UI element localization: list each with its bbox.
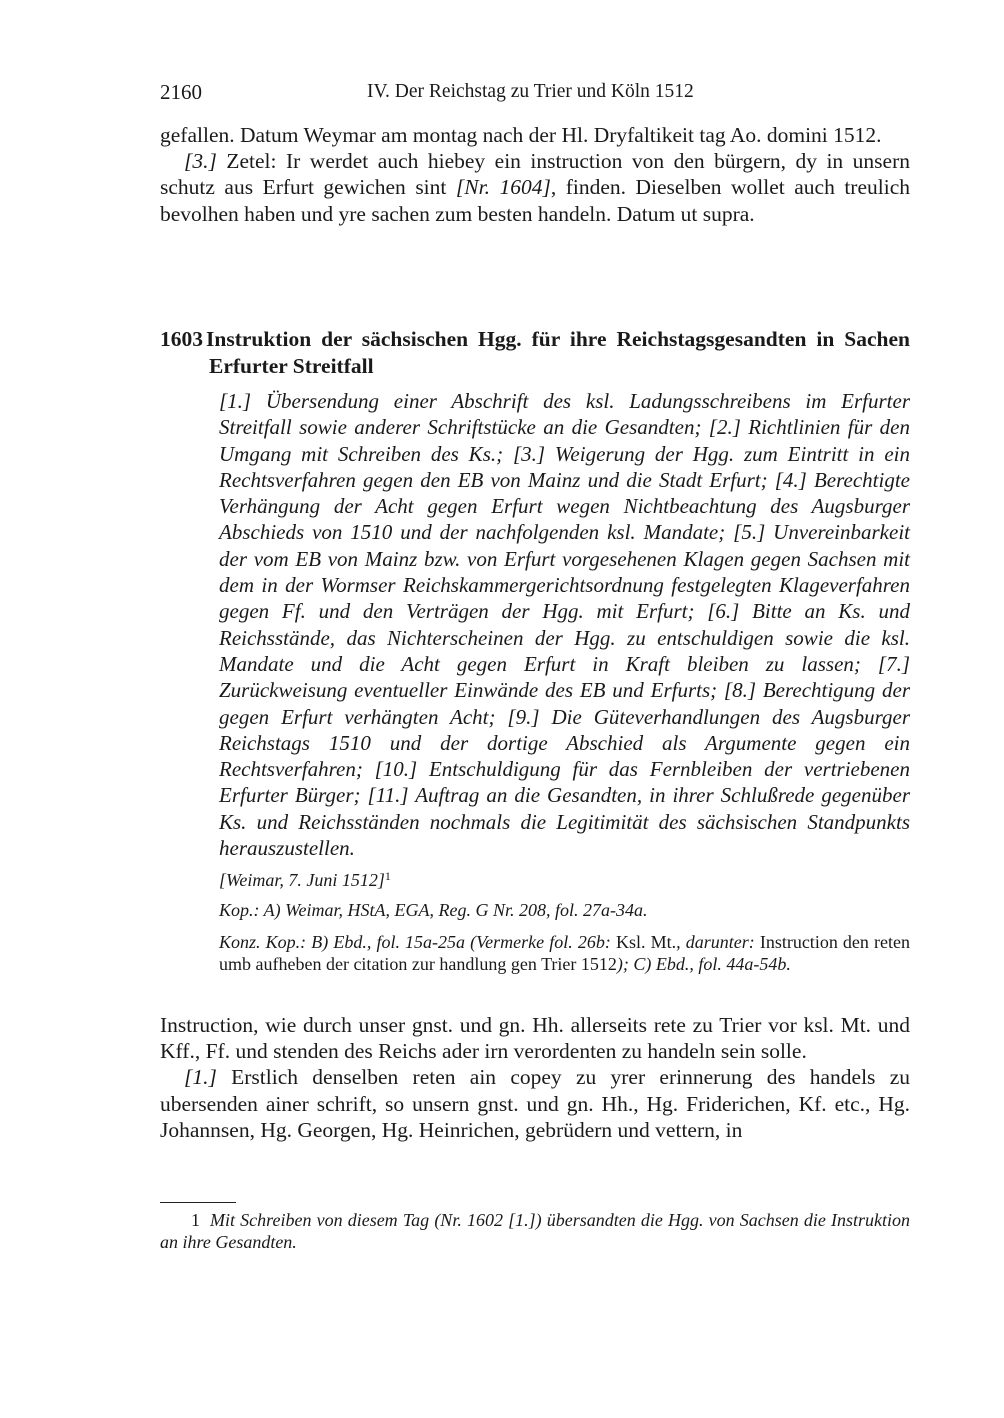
instruction-paragraph-1: [160, 1064, 910, 1143]
document-title: Instruktion der sächsischen Hgg. für ihre Reichstagsgesandten in Sachen Erfurter Streitfall: [206, 327, 910, 378]
footnote: [160, 1209, 910, 1253]
date-text: [Weimar, 7. Juni 1512]: [219, 870, 385, 890]
konz-part-4: Instruction den reten umb aufheben der citation zur handlung gen Trier 1512: [219, 932, 911, 974]
paragraph-number: [1.]: [184, 1065, 217, 1090]
konz-part-5: ); C) Ebd., fol. 44a-54b.: [616, 954, 791, 974]
page-number: 2160: [160, 80, 202, 104]
document-date: [219, 865, 910, 891]
zetel-text-part-2: , finden. Dieselben wollet auch treulich bevolhen haben und yre sachen zum besten handeln. Datum ut supra.: [160, 175, 910, 226]
zetel-text-part-1: Zetel: Ir werdet auch hiebey ein instruction von den bürgern, dy in unsern schutz aus Erfurt gewichen sint: [160, 149, 910, 200]
footnote-number: 1: [191, 1210, 200, 1230]
footnote-reference: 1: [384, 869, 391, 883]
footnote-divider: [160, 1202, 236, 1203]
document-number: 1603: [160, 327, 203, 351]
paragraph-number: [3.]: [184, 149, 217, 174]
konz-part-2: Ksl. Mt.: [615, 932, 677, 952]
cross-reference: [Nr. 1604]: [455, 175, 551, 200]
instruction-text: [160, 1012, 910, 1143]
closing-paragraph: gefallen. Datum Weymar am montag nach der Hl. Dryfaltikeit tag Ao. domini 1512.: [160, 123, 882, 147]
kop-text: Kop.: A) Weimar, HStA, EGA, Reg. G Nr. 208, fol. 27a-34a.: [219, 900, 648, 920]
copy-source: [219, 899, 910, 921]
regest-text: [1.] Übersendung einer Abschrift des ksl. Ladungsschreibens im Erfurter Streitfall sowie anderer Schriftstücke an die Gesandten; [2.] Richtlinien für den Umgang mit Schreiben des Ks.; [3.] Weigerung der Hgg. zum Eintritt in ein Rechtsverfahren gegen den EB von Mainz und die Stadt Erfurt; [4.] Berechtigte Verhängung der Acht gegen Erfurt wegen Nichtbeachtung des Augsburger Abschieds von 1510 und der nachfolgenden ksl. Mandate; [5.] Unvereinbarkeit der vom EB von Mainz bzw. von Erfurt vorgesehenen Klagen gegen Sachsen mit dem in der Wormser Reichskammergerichtsordnung festgelegten Klageverfahren gegen Ff. und den Verträgen der Hgg. mit Erfurt; [6.] Bitte an Ks. und Reichsstände, das Nichterscheinen der Hgg. zu entschuldigen sowie die ksl. Mandate und die Acht gegen Erfurt in Kraft bleiben zu lassen; [7.] Zurückweisung eventueller Einwände des EB und Erfurts; [8.] Berechtigung der gegen Erfurt verhängten Acht; [9.] Die Güteverhandlungen des Augsburger Reichstags 1510 und der dortige Abschied als Argumente gegen ein Rechtsverfahren; [10.] Entschuldigung für das Fernbleiben der vertriebenen Erfurter Bürger; [11.] Auftrag an die Gesandten, in ihrer Schlußrede gegenüber Ks. und Reichsständen nochmals die Legitimität des sächsischen Standpunkts herauszustellen.: [219, 389, 910, 861]
zetel-paragraph: [160, 148, 910, 227]
footnote-text: Mit Schreiben von diesem Tag (Nr. 1602 [1.]) übersandten die Hgg. von Sachsen die Instruktion an ihre Gesandten.: [160, 1210, 910, 1252]
instruction-opening: Instruction, wie durch unser gnst. und gn. Hh. allerseits rete zu Trier vor ksl. Mt. und Kff., Ff. und stenden des Reichs ader irn verordenten zu handeln sein solle.: [160, 1013, 910, 1064]
konz-part-3: , darunter:: [676, 932, 760, 952]
document-heading: [160, 326, 910, 379]
previous-document-ending: [160, 122, 910, 227]
konz-paragraph: [219, 931, 910, 975]
running-title: IV. Der Reichstag zu Trier und Köln 1512: [367, 81, 694, 102]
regest-summary: [219, 388, 910, 861]
draft-source: [219, 931, 910, 975]
konz-part-1: Konz. Kop.: B) Ebd., fol. 15a-25a (Vermerke fol. 26b:: [219, 932, 616, 952]
paragraph-1-text: Erstlich denselben reten ain copey zu yrer erinnerung des handels zu ubersenden ainer schrift, so unsern gnst. und gn. Hh., Hg. Friderichen, Kf. etc., Hg. Johannsen, Hg. Georgen, Hg. Heinrichen, gebrüdern und vettern, in: [160, 1065, 910, 1142]
